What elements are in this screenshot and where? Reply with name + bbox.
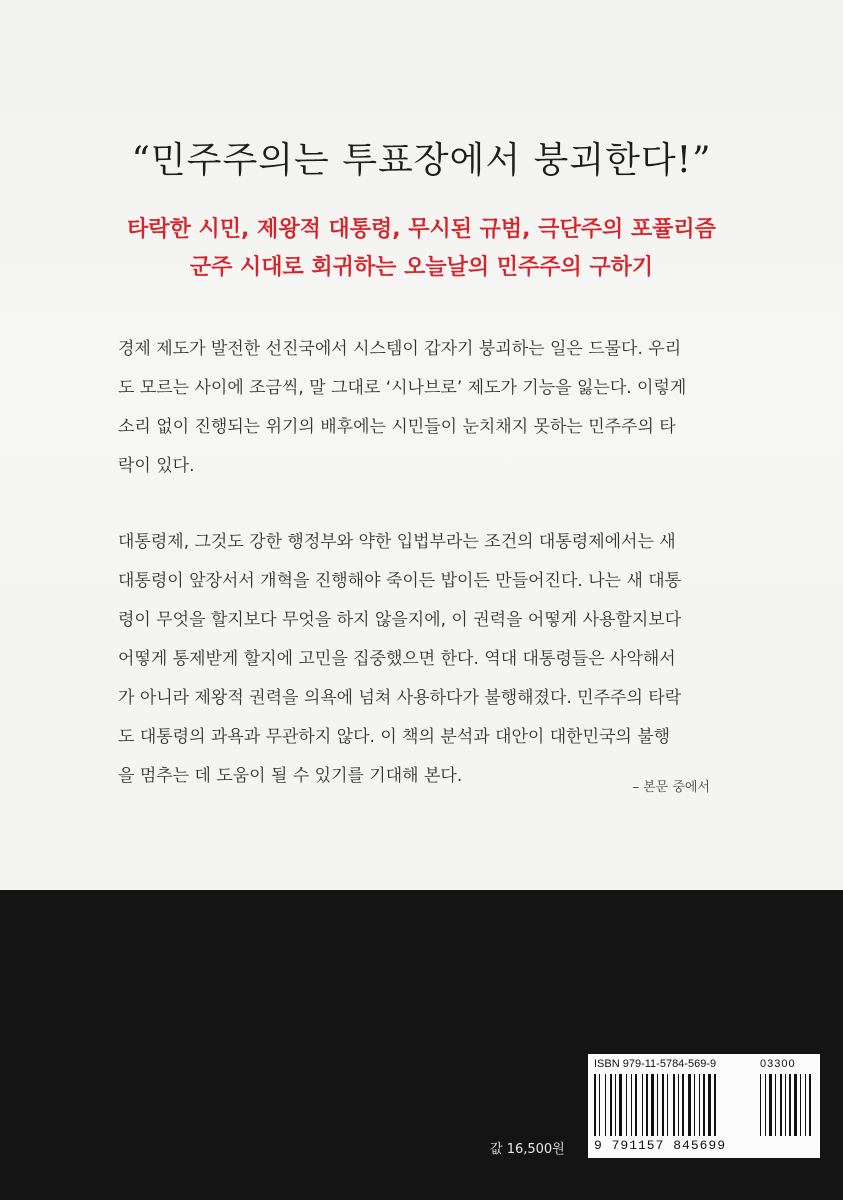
price-label: 값 16,500원 [490,1142,565,1157]
paragraph-2-line: 어떻게 통제받게 할지에 고민을 집중했으면 한다. 역대 대통령들은 사악해서 [118,649,676,669]
subtitle-line-1: 타락한 시민, 제왕적 대통령, 무시된 규범, 극단주의 포퓰리즘 [127,217,716,242]
paragraph-2-line: 을 멈추는 데 도움이 될 수 있기를 기대해 본다. [118,766,463,786]
paragraph-1 [118,330,718,486]
paragraph-2-line: 대통령제, 그것도 강한 행정부와 약한 입법부라는 조건의 대통령제에서는 새 [118,532,676,552]
isbn-label: ISBN 979-11-5784-569-9 [594,1058,717,1070]
paragraph-2-line: 대통령이 앞장서서 개혁을 진행해야 죽이든 밥이든 만들어진다. 나는 새 대통 [118,571,682,591]
barcode-icon [592,1074,816,1138]
isbn-barcode-block [588,1054,820,1158]
isbn-digits: 9 791157 845699 [594,1138,727,1153]
isbn-addon-label: 03300 [760,1058,796,1070]
paragraph-1-line: 경제 제도가 발전한 선진국에서 시스템이 갑자기 붕괴하는 일은 드물다. 우리 [118,339,682,359]
paragraph-2 [118,523,718,796]
paragraph-2-line: 령이 무엇을 할지보다 무엇을 하지 않을지에, 이 권력을 어떻게 사용할지보다 [118,610,682,630]
paragraph-1-line: 도 모르는 사이에 조금씩, 말 그대로 ‘시나브로’ 제도가 기능을 잃는다. 이렇게 [118,378,687,398]
source-note: – 본문 중에서 [632,780,710,795]
headline-quote: “민주주의는 투표장에서 붕괴한다!” [131,140,712,181]
paragraph-2-line: 가 아니라 제왕적 권력을 의욕에 넘쳐 사용하다가 불행해졌다. 민주주의 타락 [118,688,682,708]
paragraph-1-line: 소리 없이 진행되는 위기의 배후에는 시민들이 눈치채지 못하는 민주주의 타 [118,417,676,437]
paragraph-2-line: 도 대통령의 과욕과 무관하지 않다. 이 책의 분석과 대안이 대한민국의 불행 [118,727,671,747]
paragraph-1-line: 락이 있다. [118,456,195,476]
subtitle-line-2: 군주 시대로 회귀하는 오늘날의 민주주의 구하기 [189,255,654,280]
